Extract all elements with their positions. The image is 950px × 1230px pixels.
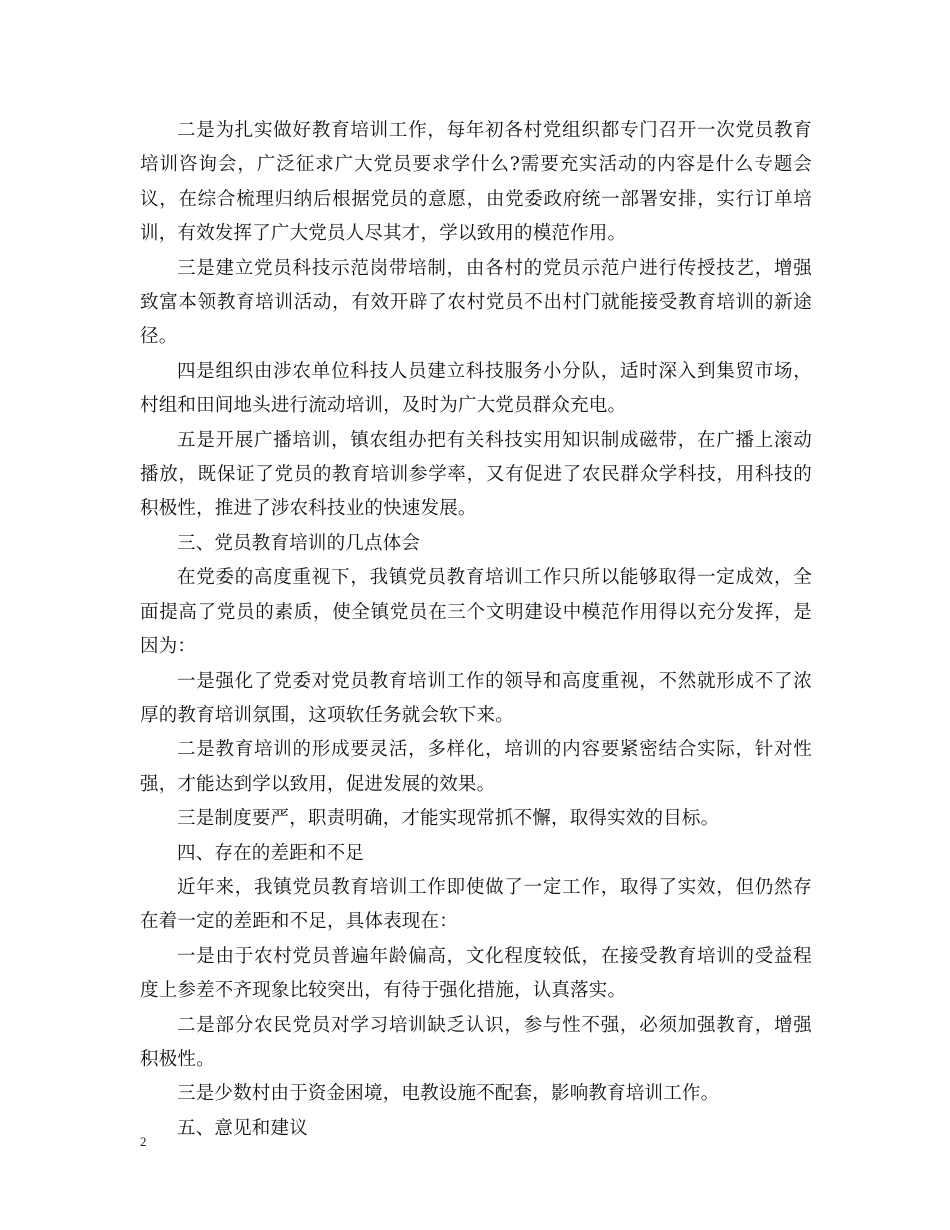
paragraph-experience-leadership: 一是强化了党委对党员教育培训工作的领导和高度重视，不然就形成不了浓厚的教育培训氛围，这项软任务就会软下来。 <box>140 670 812 726</box>
page-number: 2 <box>140 1134 147 1149</box>
paragraph-experience-flexibility: 二是教育培训的形成要灵活，多样化，培训的内容要紧密结合实际，针对性强，才能达到学以致用，促进发展的效果。 <box>140 739 812 795</box>
paragraph-gap-age: 一是由于农村党员普遍年龄偏高，文化程度较低，在接受教育培训的受益程度上参差不齐现象比较突出，有待于强化措施，认真落实。 <box>140 945 812 1002</box>
paragraph-gap-awareness: 二是部分农民党员对学习培训缺乏认识，参与性不强，必须加强教育，增强积极性。 <box>140 1014 812 1070</box>
document-body <box>140 114 812 1146</box>
paragraph-tech-demo-post: 三是建立党员科技示范岗带培制，由各村的党员示范户进行传授技艺，增强致富本领教育培训活动，有效开辟了农村党员不出村门就能接受教育培训的新途径。 <box>140 257 812 348</box>
paragraph-experiences-intro: 在党委的高度重视下，我镇党员教育培训工作只所以能够取得一定成效，全面提高了党员的素质，使全镇党员在三个文明建设中模范作用得以充分发挥，是因为： <box>140 567 812 658</box>
section-heading-gaps: 四、存在的差距和不足 <box>177 842 365 864</box>
paragraph-training-consultation: 二是为扎实做好教育培训工作，每年初各村党组织都专门召开一次党员教育培训咨询会，广泛征求广大党员要求学什么?需要充实活动的内容是什么专题会议，在综合梳理归纳后根据党员的意愿，由党委政府统一部署安排，实行订单培训，有效发挥了广大党员人尽其才，学以致用的模范作用。 <box>140 120 812 245</box>
paragraph-tech-service-team: 四是组织由涉农单位科技人员建立科技服务小分队，适时深入到集贸市场，村组和田间地头进行流动培训，及时为广大党员群众充电。 <box>140 360 812 417</box>
paragraph-gap-funding: 三是少数村由于资金困境，电教设施不配套，影响教育培训工作。 <box>177 1083 720 1105</box>
section-heading-suggestions: 五、意见和建议 <box>177 1117 308 1139</box>
paragraph-experience-system: 三是制度要严，职责明确，才能实现常抓不懈，取得实效的目标。 <box>177 808 720 830</box>
paragraph-gaps-intro: 近年来，我镇党员教育培训工作即使做了一定工作，取得了实效，但仍然存在着一定的差距和不足，具体表现在： <box>140 876 812 933</box>
paragraph-broadcast-training: 五是开展广播培训，镇农组办把有关科技实用知识制成磁带，在广播上滚动播放，既保证了党员的教育培训参学率，又有促进了农民群众学科技，用科技的积极性，推进了涉农科技业的快速发展。 <box>140 429 812 520</box>
section-heading-experiences: 三、党员教育培训的几点体会 <box>177 532 421 554</box>
